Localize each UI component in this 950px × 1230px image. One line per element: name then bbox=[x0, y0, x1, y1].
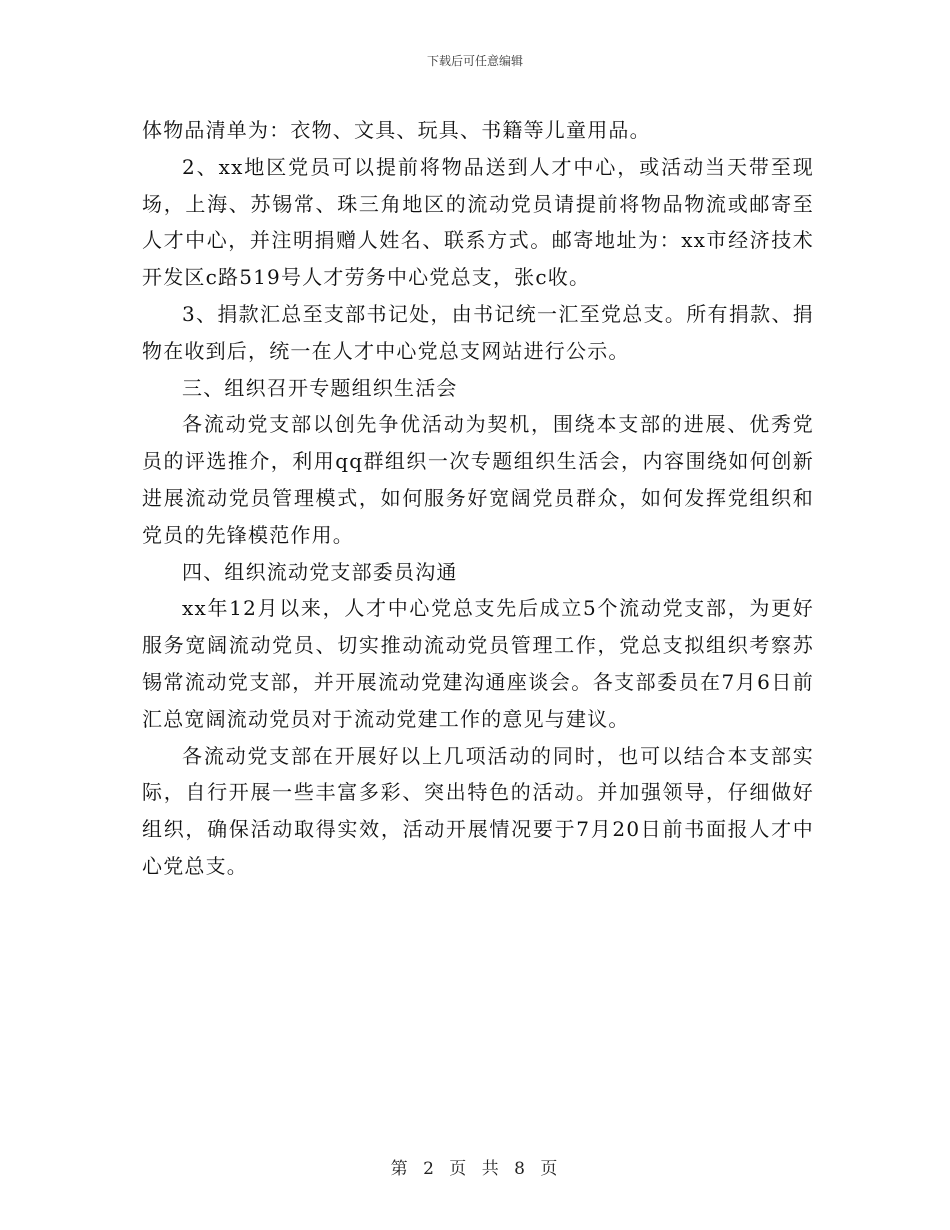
section-heading-4: 四、组织流动党支部委员沟通 bbox=[182, 559, 458, 584]
paragraph-item-3-donations: 3、捐款汇总至支部书记处，由书记统一汇至党总支。所有捐款、捐物在收到后，统一在人才中心党总支网站进行公示。 bbox=[142, 301, 814, 363]
document-body bbox=[142, 112, 814, 885]
paragraph-committee-communication: xx年12月以来，人才中心党总支先后成立5个流动党支部，为更好服务宽阔流动党员、切实推动流动党员管理工作，党总支拟组织考察苏锡常流动党支部，并开展流动党建沟通座谈会。各支部委员在7月6日前汇总宽阔流动党员对于流动党建工作的意见与建议。 bbox=[142, 596, 814, 731]
paragraph-item-2-delivery: 2、xx地区党员可以提前将物品送到人才中心，或活动当天带至现场，上海、苏锡常、珠三角地区的流动党员请提前将物品物流或邮寄至人才中心，并注明捐赠人姓名、联系方式。邮寄地址为：xx市经济技术开发区c路519号人才劳务中心党总支，张c收。 bbox=[142, 154, 814, 290]
paragraph-life-meeting: 各流动党支部以创先争优活动为契机，围绕本支部的进展、优秀党员的评选推介，利用qq群组织一次专题组织生活会，内容围绕如何创新进展流动党员管理模式，如何服务好宽阔党员群众，如何发挥党组织和党员的先锋模范作用。 bbox=[142, 412, 814, 547]
page-header: 下载后可任意编辑 bbox=[426, 54, 523, 68]
paragraph-closing: 各流动党支部在开展好以上几项活动的同时，也可以结合本支部实际，自行开展一些丰富多彩、突出特色的活动。并加强领导，仔细做好组织，确保活动取得实效，活动开展情况要于7月20日前书面报人才中心党总支。 bbox=[142, 743, 814, 878]
paragraph-item-list-continuation: 体物品清单为：衣物、文具、玩具、书籍等儿童用品。 bbox=[142, 118, 651, 142]
section-heading-3: 三、组织召开专题组织生活会 bbox=[182, 375, 458, 400]
page-number-footer: 第 2 页 共 8 页 bbox=[390, 1159, 560, 1179]
